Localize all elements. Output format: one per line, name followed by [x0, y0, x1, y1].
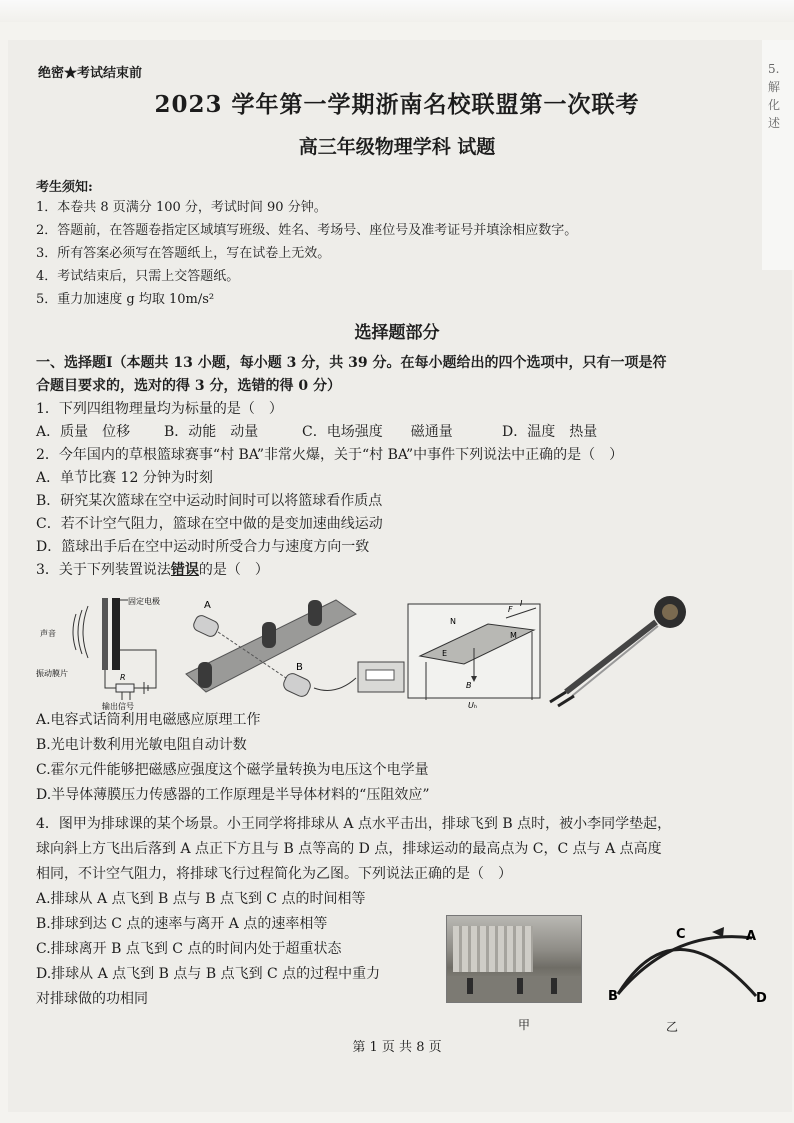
label-uh: Uₕ: [468, 701, 478, 710]
exam-title: 2023 学年第一学期浙南名校联盟第一次联考: [154, 91, 640, 118]
label-f: F: [508, 605, 513, 614]
point-b: B: [608, 989, 618, 1004]
notice-list: [36, 196, 577, 311]
label-resistor: R: [120, 673, 126, 682]
q4-option-c: C.排球离开 B 点飞到 C 点的时间内处于超重状态: [36, 941, 342, 957]
q2-option-a: A．单节比赛 12 分钟为时刻: [36, 470, 213, 486]
hall-element-figure: [408, 599, 540, 710]
confidential-mark: 绝密★考试结束前: [38, 66, 143, 81]
q3-stem-emphasis: 错误: [170, 562, 199, 578]
section-intro-line: 一、选择题Ⅰ（本题共 13 小题，每小题 3 分，共 39 分。在每小题给出的四个选项中，只有一项是符: [36, 355, 667, 371]
q4-stem-line: 相同，不计空气阻力，将排球飞行过程简化为乙图。下列说法正确的是（ ）: [36, 866, 512, 882]
photo-person: [551, 978, 557, 994]
photo-building: [453, 926, 533, 972]
label-output: 输出信号: [102, 702, 134, 710]
section-intro-line: 合题目要求的，选对的得 3 分，选错的得 0 分）: [36, 378, 341, 394]
q1-option-d: D．温度 热量: [502, 424, 598, 440]
q3-stem-text: 3．关于下列装置说法: [36, 562, 171, 578]
photo-person: [467, 978, 473, 994]
q1-stem: 1．下列四组物理量均为标量的是（ ）: [36, 401, 283, 417]
label-i: I: [520, 599, 523, 608]
label-b: B: [296, 662, 303, 673]
q1-options: [36, 421, 776, 444]
photoelectric-counter-figure: [186, 600, 404, 699]
q2-option-b: B．研究某次篮球在空中运动时间时可以将篮球看作质点: [36, 493, 383, 509]
q4-option-d-cont: 对排球做的功相同: [36, 991, 148, 1007]
label-n: N: [450, 617, 456, 626]
questions-1-3: [36, 352, 776, 582]
q3-stem-text: 的是（ ）: [198, 562, 269, 578]
photo-person: [517, 978, 523, 994]
q3-figures: [36, 592, 766, 710]
q1-option-a: A．质量 位移: [36, 424, 131, 440]
pressure-sensor-figure: [550, 596, 686, 706]
point-c: C: [676, 927, 686, 942]
exam-subtitle: 高三年级物理学科 试题: [298, 136, 496, 158]
label-m: M: [510, 631, 517, 640]
notice-item: 5．重力加速度 g 均取 10m/s²: [36, 292, 215, 307]
q2-option-d: D．篮球出手后在空中运动时所受合力与速度方向一致: [36, 539, 370, 555]
q3-option-d: D.半导体薄膜压力传感器的工作原理是半导体材料的“压阻效应”: [36, 787, 430, 803]
section-title: 选择题部分: [354, 323, 440, 343]
q2-option-c: C．若不计空气阻力，篮球在空中做的是变加速曲线运动: [36, 516, 383, 532]
notice-item: 3．所有答案必须写在答题纸上，写在试卷上无效。: [36, 246, 331, 261]
label-fixed-electrode: 固定电极: [128, 597, 160, 606]
q4-option-a: A.排球从 A 点飞到 B 点与 B 点飞到 C 点的时间相等: [36, 891, 366, 907]
adjacent-page-text: 5. 解 化 述: [768, 62, 781, 130]
point-a: A: [746, 929, 757, 944]
q3-option-c: C.霍尔元件能够把磁感应强度这个磁学量转换为电压这个电学量: [36, 762, 429, 778]
caption-yi: 乙: [666, 1020, 679, 1034]
q1-option-b: B．动能 动量: [164, 424, 259, 440]
label-b-field: B: [466, 681, 472, 690]
label-a: A: [204, 600, 211, 611]
notice-item: 4．考试结束后，只需上交答题纸。: [36, 269, 240, 284]
q3-option-b: B.光电计数利用光敏电阻自动计数: [36, 737, 247, 753]
q4-option-b: B.排球到达 C 点的速率与离开 A 点的速率相等: [36, 916, 328, 932]
caption-jia: 甲: [518, 1018, 531, 1032]
notice-item: 2．答题前，在答题卷指定区域填写班级、姓名、考场号、座位号及准考证号并填涂相应数字。: [36, 223, 578, 238]
trajectory-diagram: [604, 922, 774, 1008]
volleyball-class-photo: [446, 915, 582, 1003]
label-diaphragm: 振动膜片: [36, 669, 68, 678]
q3-options: [36, 708, 430, 808]
q4-stem-line: 4．图甲为排球课的某个场景。小王同学将排球从 A 点水平击出，排球飞到 B 点时，被小李同学垫起，: [36, 816, 672, 832]
label-sound: 声音: [40, 629, 56, 638]
q4-option-d: D.排球从 A 点飞到 B 点与 B 点飞到 C 点的过程中重力: [36, 966, 381, 982]
notice-heading: 考生须知:: [36, 180, 93, 195]
page-top-margin: [0, 0, 794, 22]
capacitor-microphone-figure: [36, 596, 160, 710]
point-d: D: [756, 991, 767, 1006]
label-e: E: [442, 649, 448, 658]
q3-stem: [36, 559, 776, 582]
q4-stem-line: 球向斜上方飞出后落到 A 点正下方且与 B 点等高的 D 点，排球运动的最高点为 C，C 点与 A 点高度: [36, 841, 662, 857]
q1-option-c: C．电场强度 磁通量: [302, 424, 453, 440]
q3-option-a: A.电容式话筒利用电磁感应原理工作: [36, 712, 261, 728]
notice-item: 1．本卷共 8 页满分 100 分，考试时间 90 分钟。: [36, 200, 327, 215]
page-footer: 第 1 页 共 8 页: [352, 1040, 442, 1055]
q2-stem: 2．今年国内的草根篮球赛事“村 BA”非常火爆，关于“村 BA”中事件下列说法中正确的是（ ）: [36, 447, 624, 463]
